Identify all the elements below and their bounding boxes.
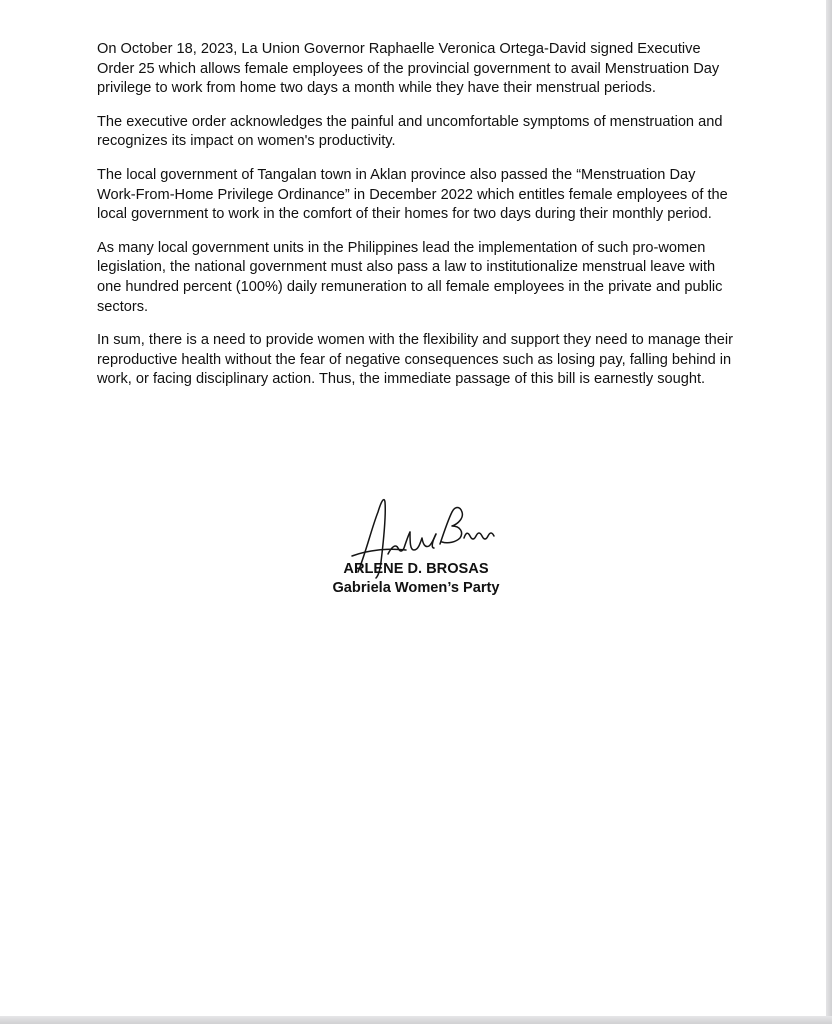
page-edge-bottom bbox=[0, 1016, 832, 1024]
signatory-name: ARLENE D. BROSAS bbox=[343, 561, 489, 577]
paragraph-3: The local government of Tangalan town in Aklan province also passed the “Menstruation Day Work-From-Home Privilege Ordinance” in December 2022 which entitles female employees of the local government to work in the comfort of their homes for two days during their monthly period. bbox=[97, 166, 728, 223]
paragraph-2: The executive order acknowledges the painful and uncomfortable symptoms of menstruation and recognizes its impact on women's productivity. bbox=[97, 113, 723, 150]
paragraph-1: On October 18, 2023, La Union Governor Raphaelle Veronica Ortega-David signed Executive Order 25 which allows female employees of the provincial government to avail Menstruation Day privilege to work from home two days a month while they have their menstrual periods. bbox=[97, 41, 720, 97]
page-edge-right bbox=[826, 0, 832, 1024]
signature-block bbox=[300, 488, 532, 608]
signatory-party: Gabriela Women’s Party bbox=[332, 580, 500, 596]
paragraph-5: In sum, there is a need to provide women with the flexibility and support they need to manage their reproductive health without the fear of negative consequences such as losing pay, falling behind in work, or facing disciplinary action. Thus, the immediate passage of this bill is earnestly sought. bbox=[97, 332, 734, 388]
document-body bbox=[97, 40, 737, 404]
paragraph-4: As many local government units in the Philippines lead the implementation of such pro-women legislation, the national government must also pass a law to institutionalize menstrual leave with one hundred percent (100%) daily remuneration to all female employees in the private and public sectors. bbox=[97, 239, 723, 315]
